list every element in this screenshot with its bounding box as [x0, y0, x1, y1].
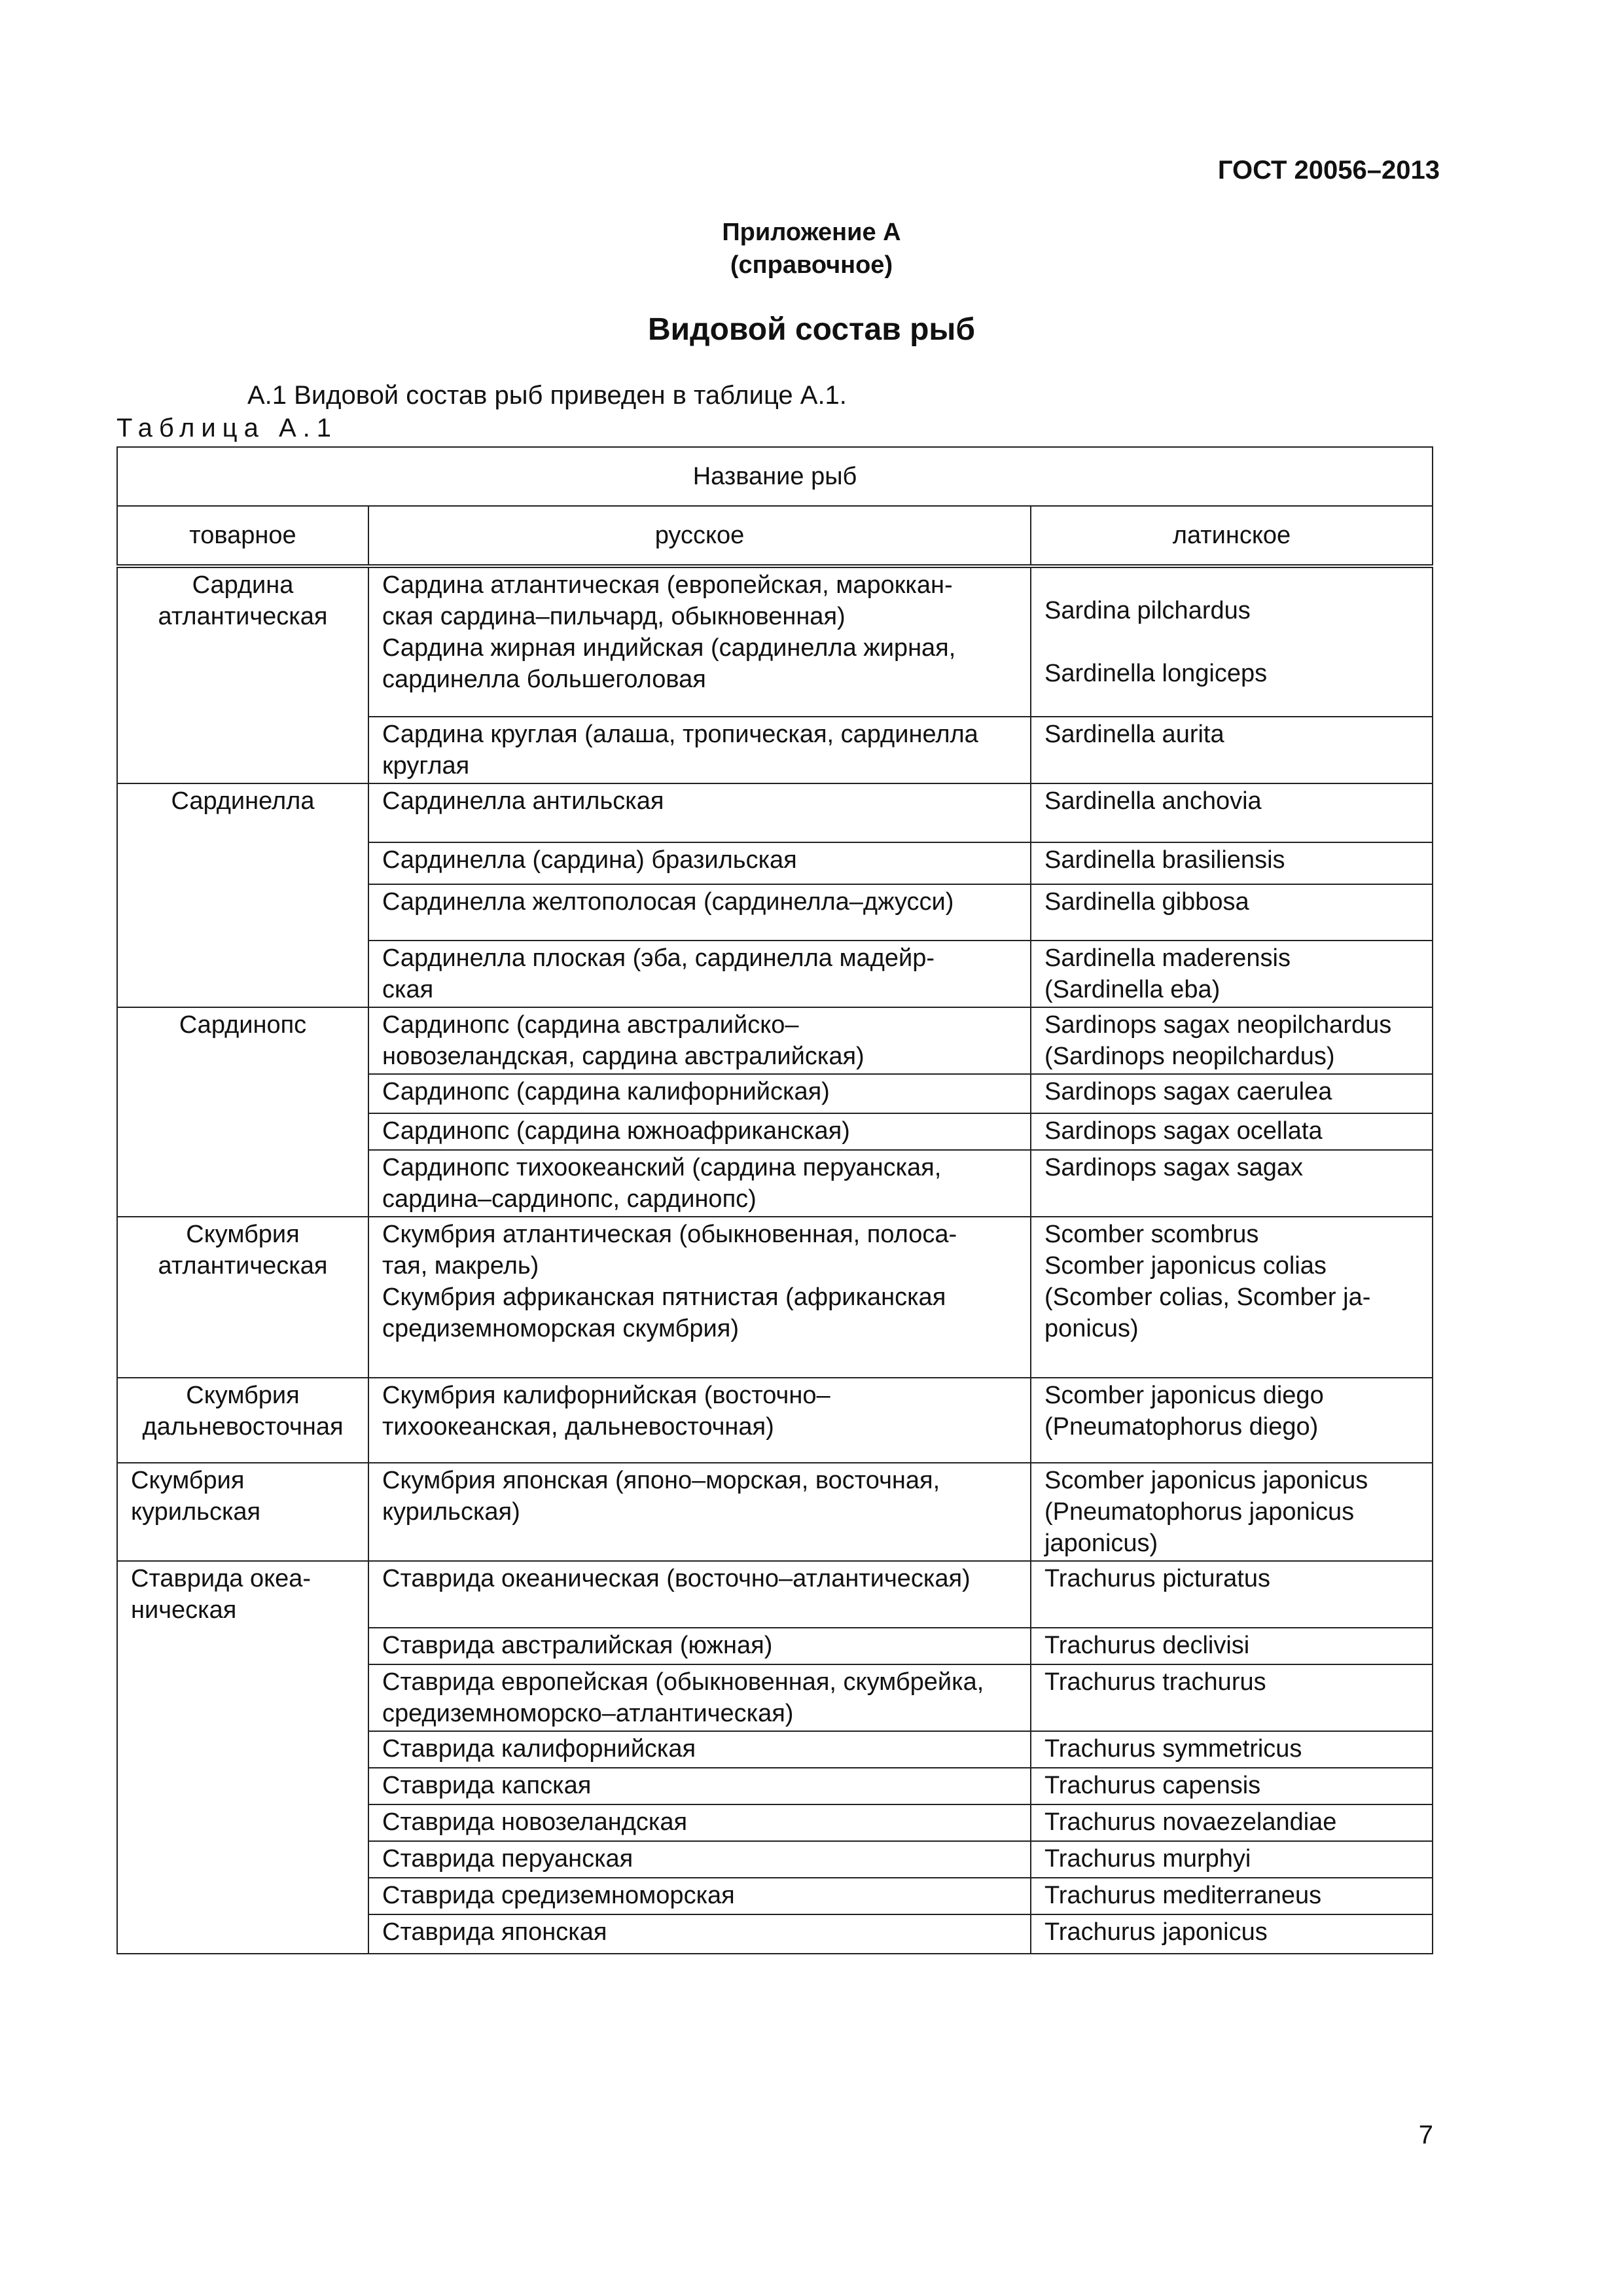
- trade-name-cell: Ставрида океа- ническая: [117, 1561, 368, 1954]
- latin-name-line: Sardinops sagax neopilchardus: [1044, 1011, 1392, 1039]
- latin-name-cell: [1031, 1561, 1433, 1628]
- russian-name-cell: [368, 566, 1031, 717]
- latin-name-line: (Pneumatophorus diego): [1044, 1413, 1319, 1441]
- table-row: [117, 566, 1433, 717]
- standard-number: ГОСТ 20056–2013: [1217, 156, 1440, 185]
- latin-name-line: Sardinella anchovia: [1044, 787, 1262, 815]
- russian-name-line: Ставрида перуанская: [382, 1845, 633, 1873]
- table-row: [117, 1378, 1433, 1463]
- russian-name-line: Скумбрия атлантическая (обыкновенная, полоса-: [382, 1221, 957, 1248]
- latin-name-line: [1044, 626, 1419, 658]
- table-caption: Таблица А.1: [116, 414, 338, 442]
- header-latin-name: латинское: [1031, 506, 1433, 566]
- russian-name-line: курильская): [382, 1498, 520, 1526]
- russian-name-line: Скумбрия калифорнийская (восточно–: [382, 1382, 830, 1409]
- russian-name-line: Сардинопс (сардина австралийско–: [382, 1011, 799, 1039]
- appendix-label: Приложение А: [722, 219, 901, 246]
- table-row: [117, 1007, 1433, 1074]
- table-row: [117, 783, 1433, 842]
- russian-name-cell: [368, 717, 1031, 783]
- russian-name-line: тихоокеанская, дальневосточная): [382, 1413, 774, 1441]
- table-body: [117, 566, 1433, 1954]
- latin-name-cell: [1031, 1768, 1433, 1804]
- latin-name-line: (Scomber colias, Scomber ja-: [1044, 1283, 1371, 1311]
- russian-name-cell: [368, 1150, 1031, 1217]
- russian-name-line: Сардинелла желтополосая (сардинелла–джусси): [382, 888, 954, 916]
- russian-name-cell: [368, 1664, 1031, 1731]
- latin-name-cell: [1031, 1731, 1433, 1768]
- latin-name-line: Trachurus picturatus: [1044, 1565, 1270, 1592]
- russian-name-line: Сардинелла (сардина) бразильская: [382, 846, 797, 874]
- russian-name-cell: [368, 1768, 1031, 1804]
- table-subheader-row: [117, 506, 1433, 566]
- latin-name-cell: [1031, 1217, 1433, 1378]
- latin-name-line: Sardinella maderensis: [1044, 944, 1291, 972]
- latin-name-line: Scomber scombrus: [1044, 1221, 1259, 1248]
- latin-name-cell: [1031, 1113, 1433, 1150]
- russian-name-line: Ставрида новозеландская: [382, 1808, 688, 1836]
- latin-name-cell: [1031, 1664, 1433, 1731]
- russian-name-line: средиземноморско–атлантическая): [382, 1700, 794, 1727]
- latin-name-cell: [1031, 1150, 1433, 1217]
- latin-name-cell: [1031, 1007, 1433, 1074]
- appendix-type: (справочное): [730, 251, 893, 279]
- trade-name-cell: Сардинелла: [117, 783, 368, 1007]
- russian-name-line: Ставрида европейская (обыкновенная, скумбрейка,: [382, 1668, 984, 1696]
- latin-name-cell: [1031, 783, 1433, 842]
- latin-name-line: (Sardinops neopilchardus): [1044, 1043, 1335, 1070]
- section-heading: Видовой состав рыб: [647, 312, 976, 347]
- header-russian-name: русское: [368, 506, 1031, 566]
- latin-name-line: Trachurus mediterraneus: [1044, 1882, 1322, 1909]
- latin-name-line: Trachurus capensis: [1044, 1772, 1261, 1799]
- latin-name-line: japonicus): [1044, 1530, 1158, 1557]
- russian-name-line: сардина–сардинопс, сардинопс): [382, 1185, 757, 1213]
- latin-name-cell: [1031, 1463, 1433, 1561]
- russian-name-cell: [368, 1804, 1031, 1841]
- latin-name-cell: [1031, 1841, 1433, 1878]
- russian-name-line: новозеландская, сардина австралийская): [382, 1043, 865, 1070]
- latin-name-line: Scomber japonicus colias: [1044, 1252, 1327, 1280]
- russian-name-line: Сардинопс тихоокеанский (сардина перуанская,: [382, 1154, 942, 1181]
- russian-name-line: Ставрида средиземноморская: [382, 1882, 735, 1909]
- latin-name-line: (Sardinella eba): [1044, 976, 1221, 1003]
- russian-name-cell: [368, 1731, 1031, 1768]
- russian-name-cell: [368, 1561, 1031, 1628]
- russian-name-line: Ставрида океаническая (восточно–атлантическая): [382, 1565, 971, 1592]
- russian-name-cell: [368, 1074, 1031, 1113]
- russian-name-cell: [368, 783, 1031, 842]
- latin-name-cell: [1031, 842, 1433, 884]
- russian-name-line: Скумбрия японская (японо–морская, восточная,: [382, 1467, 940, 1494]
- latin-name-cell: [1031, 1914, 1433, 1954]
- latin-name-line: (Pneumatophorus japonicus: [1044, 1498, 1355, 1526]
- latin-name-line: Trachurus declivisi: [1044, 1632, 1250, 1659]
- header-fish-names: Название рыб: [117, 447, 1433, 506]
- latin-name-line: Trachurus symmetricus: [1044, 1735, 1302, 1763]
- russian-name-cell: [368, 1378, 1031, 1463]
- latin-name-cell: [1031, 566, 1433, 717]
- russian-name-line: Сардина круглая (алаша, тропическая, сардинелла: [382, 721, 978, 748]
- latin-name-cell: [1031, 1074, 1433, 1113]
- latin-name-line: ponicus): [1044, 1315, 1139, 1342]
- latin-name-line: Scomber japonicus diego: [1044, 1382, 1324, 1409]
- latin-name-line: Trachurus trachurus: [1044, 1668, 1266, 1696]
- header-trade-name: товарное: [117, 506, 368, 566]
- latin-name-line: Trachurus japonicus: [1044, 1918, 1268, 1946]
- latin-name-line: Sardinops sagax caerulea: [1044, 1078, 1332, 1105]
- latin-name-line: Scomber japonicus japonicus: [1044, 1467, 1368, 1494]
- russian-name-line: Ставрида японская: [382, 1918, 607, 1946]
- russian-name-cell: [368, 1217, 1031, 1378]
- russian-name-cell: [368, 941, 1031, 1007]
- russian-name-cell: [368, 842, 1031, 884]
- latin-name-cell: [1031, 884, 1433, 941]
- trade-name-cell: Скумбрия курильская: [117, 1463, 368, 1561]
- trade-name-cell: Скумбрия атлантическая: [117, 1217, 368, 1378]
- russian-name-line: ская сардина–пильчард, обыкновенная): [382, 603, 846, 630]
- russian-name-line: сардинелла большеголовая: [382, 666, 706, 693]
- latin-name-line: Sardinella longiceps: [1044, 660, 1268, 687]
- russian-name-cell: [368, 1878, 1031, 1914]
- latin-name-cell: [1031, 1804, 1433, 1841]
- latin-name-line: Sardinella gibbosa: [1044, 888, 1249, 916]
- latin-name-cell: [1031, 1628, 1433, 1664]
- russian-name-line: Сардинопс (сардина южноафриканская): [382, 1117, 850, 1145]
- russian-name-line: Сардинелла антильская: [382, 787, 664, 815]
- russian-name-cell: [368, 1628, 1031, 1664]
- trade-name-cell: Сардинопс: [117, 1007, 368, 1217]
- latin-name-line: Sardina pilchardus: [1044, 597, 1251, 624]
- russian-name-line: Ставрида капская: [382, 1772, 592, 1799]
- russian-name-line: круглая: [382, 752, 470, 780]
- russian-name-line: Сардина жирная индийская (сардинелла жирная,: [382, 634, 956, 662]
- russian-name-line: Сардинелла плоская (эба, сардинелла мадейр-: [382, 944, 935, 972]
- russian-name-line: Ставрида австралийская (южная): [382, 1632, 773, 1659]
- russian-name-line: Сардина атлантическая (европейская, мароккан-: [382, 571, 953, 599]
- latin-name-cell: [1031, 717, 1433, 783]
- latin-name-cell: [1031, 941, 1433, 1007]
- page-number: 7: [1418, 2121, 1433, 2149]
- latin-name-line: Trachurus novaezelandiae: [1044, 1808, 1337, 1836]
- intro-paragraph: А.1 Видовой состав рыб приведен в таблице А.1.: [247, 381, 847, 410]
- russian-name-line: средиземноморская скумбрия): [382, 1315, 740, 1342]
- russian-name-line: ская: [382, 976, 434, 1003]
- trade-name-cell: Скумбрия дальневосточная: [117, 1378, 368, 1463]
- latin-name-line: Sardinella brasiliensis: [1044, 846, 1285, 874]
- trade-name-cell: Сардина атлантическая: [117, 566, 368, 783]
- russian-name-line: Скумбрия африканская пятнистая (африканская: [382, 1283, 946, 1311]
- russian-name-cell: [368, 1113, 1031, 1150]
- russian-name-line: тая, макрель): [382, 1252, 539, 1280]
- russian-name-cell: [368, 1007, 1031, 1074]
- russian-name-line: Сардинопс (сардина калифорнийская): [382, 1078, 830, 1105]
- latin-name-cell: [1031, 1878, 1433, 1914]
- appendix-title: [0, 216, 1623, 281]
- russian-name-cell: [368, 884, 1031, 941]
- table-row: [117, 1217, 1433, 1378]
- russian-name-cell: [368, 1463, 1031, 1561]
- table-row: [117, 1561, 1433, 1628]
- table-header-row: [117, 447, 1433, 506]
- russian-name-line: Ставрида калифорнийская: [382, 1735, 696, 1763]
- latin-name-line: Sardinops sagax ocellata: [1044, 1117, 1323, 1145]
- latin-name-line: Sardinella aurita: [1044, 721, 1224, 748]
- russian-name-cell: [368, 1841, 1031, 1878]
- russian-name-cell: [368, 1914, 1031, 1954]
- fish-species-table: [116, 446, 1433, 1954]
- table-row: [117, 1463, 1433, 1561]
- latin-name-cell: [1031, 1378, 1433, 1463]
- latin-name-line: Sardinops sagax sagax: [1044, 1154, 1304, 1181]
- latin-name-line: Trachurus murphyi: [1044, 1845, 1251, 1873]
